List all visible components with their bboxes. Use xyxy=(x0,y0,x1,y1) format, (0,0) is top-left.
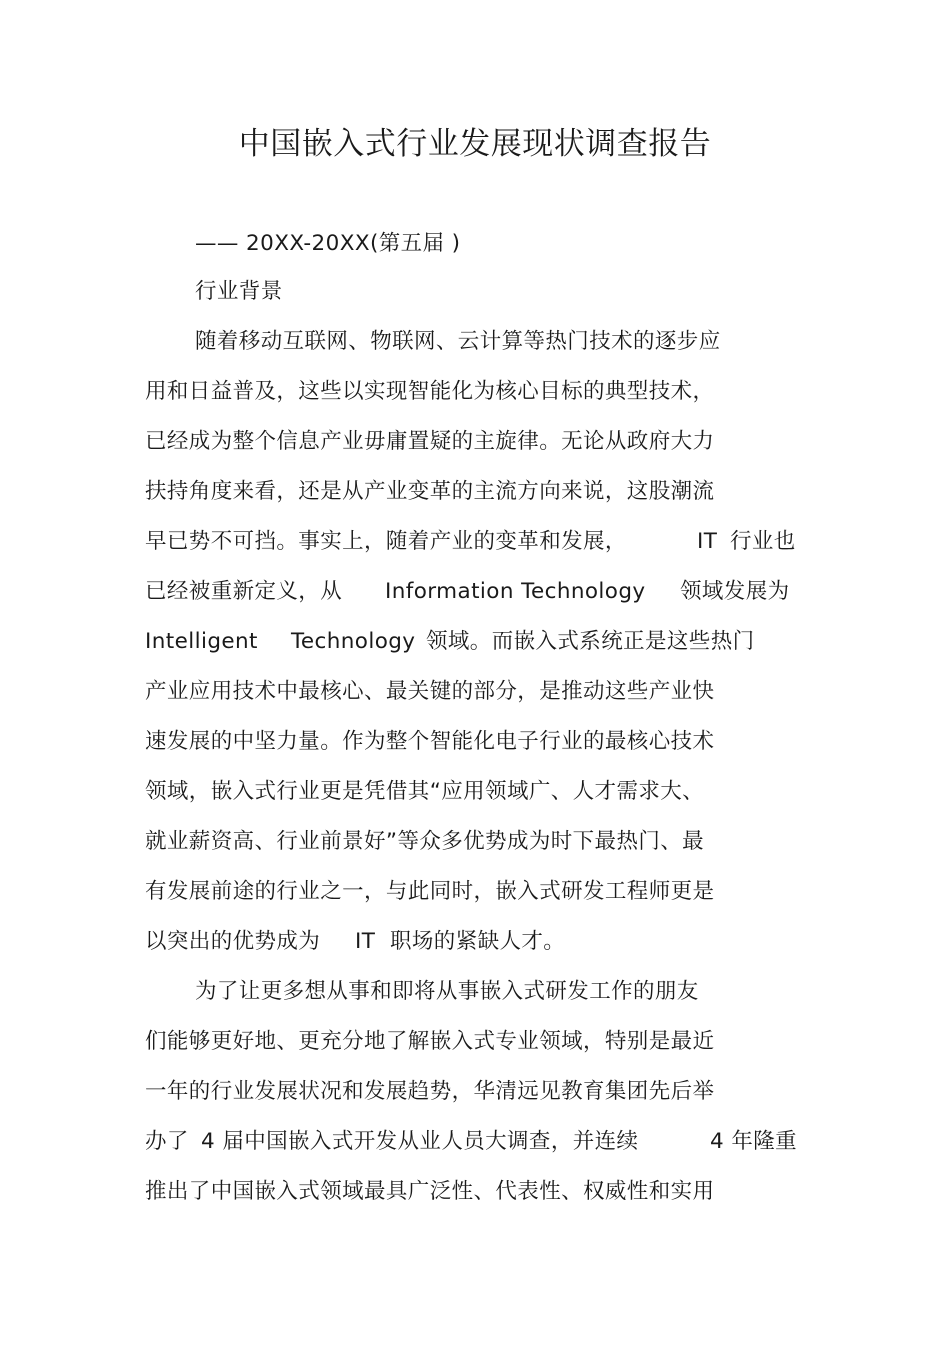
text-segment: IT xyxy=(355,929,376,954)
text-segment: IT xyxy=(697,529,718,554)
paragraph-line xyxy=(145,627,805,657)
document-title: 中国嵌入式行业发展现状调查报告 xyxy=(238,126,712,162)
paragraph-line: 领域，嵌入式行业更是凭借其“应用领域广、人才需求大、 xyxy=(145,779,705,804)
paragraph-line: 已经成为整个信息产业毋庸置疑的主旋律。无论从政府大力 xyxy=(145,429,715,454)
paragraph-line: 用和日益普及，这些以实现智能化为核心目标的典型技术， xyxy=(145,379,715,404)
paragraph-line: 为了让更多想从事和即将从事嵌入式研发工作的朋友 xyxy=(195,979,699,1004)
paragraph-line: 有发展前途的行业之一，与此同时，嵌入式研发工程师更是 xyxy=(145,879,715,904)
text-segment: 领域发展为 xyxy=(680,579,790,604)
text-segment: Information Technology xyxy=(385,579,646,604)
text-segment: 早已势不可挡。事实上，随着产业的变革和发展， xyxy=(145,529,627,554)
text-segment: 办了 xyxy=(145,1129,189,1154)
text-segment: 以突出的优势成为 xyxy=(145,929,321,954)
paragraph-line: 推出了中国嵌入式领域最具广泛性、代表性、权威性和实用 xyxy=(145,1179,715,1204)
text-segment: 已经被重新定义，从 xyxy=(145,579,343,604)
paragraph-line xyxy=(145,577,805,607)
paragraph-line: 扶持角度来看，还是从产业变革的主流方向来说，这股潮流 xyxy=(145,479,715,504)
paragraph-line: 一年的行业发展状况和发展趋势，华清远见教育集团先后举 xyxy=(145,1079,715,1104)
text-segment: 4 年隆重 xyxy=(710,1129,798,1154)
paragraph-line: 随着移动互联网、物联网、云计算等热门技术的逐步应 xyxy=(195,329,721,354)
paragraph-line xyxy=(145,527,805,557)
paragraph-line: 们能够更好地、更充分地了解嵌入式专业领域，特别是最近 xyxy=(145,1029,715,1054)
text-segment: 职场的紧缺人才。 xyxy=(390,929,566,954)
text-segment: 领域。而嵌入式系统正是这些热门 xyxy=(426,629,755,654)
text-segment: 4 届中国嵌入式开发从业人员大调查，并连续 xyxy=(201,1129,639,1154)
section-heading: 行业背景 xyxy=(195,279,283,304)
paragraph-line: 产业应用技术中最核心、最关键的部分，是推动这些产业快 xyxy=(145,679,715,704)
paragraph-line: 就业薪资高、行业前景好”等众多优势成为时下最热门、最 xyxy=(145,829,705,854)
paragraph-line xyxy=(145,1127,805,1157)
text-segment: Technology xyxy=(291,629,416,654)
paragraph-line: 速发展的中坚力量。作为整个智能化电子行业的最核心技术 xyxy=(145,729,715,754)
paragraph-line xyxy=(145,927,805,957)
text-segment: Intelligent xyxy=(145,629,258,654)
text-segment: 行业也 xyxy=(730,529,796,554)
document-subtitle: —— 20XX-20XX(第五届 ) xyxy=(195,231,461,256)
